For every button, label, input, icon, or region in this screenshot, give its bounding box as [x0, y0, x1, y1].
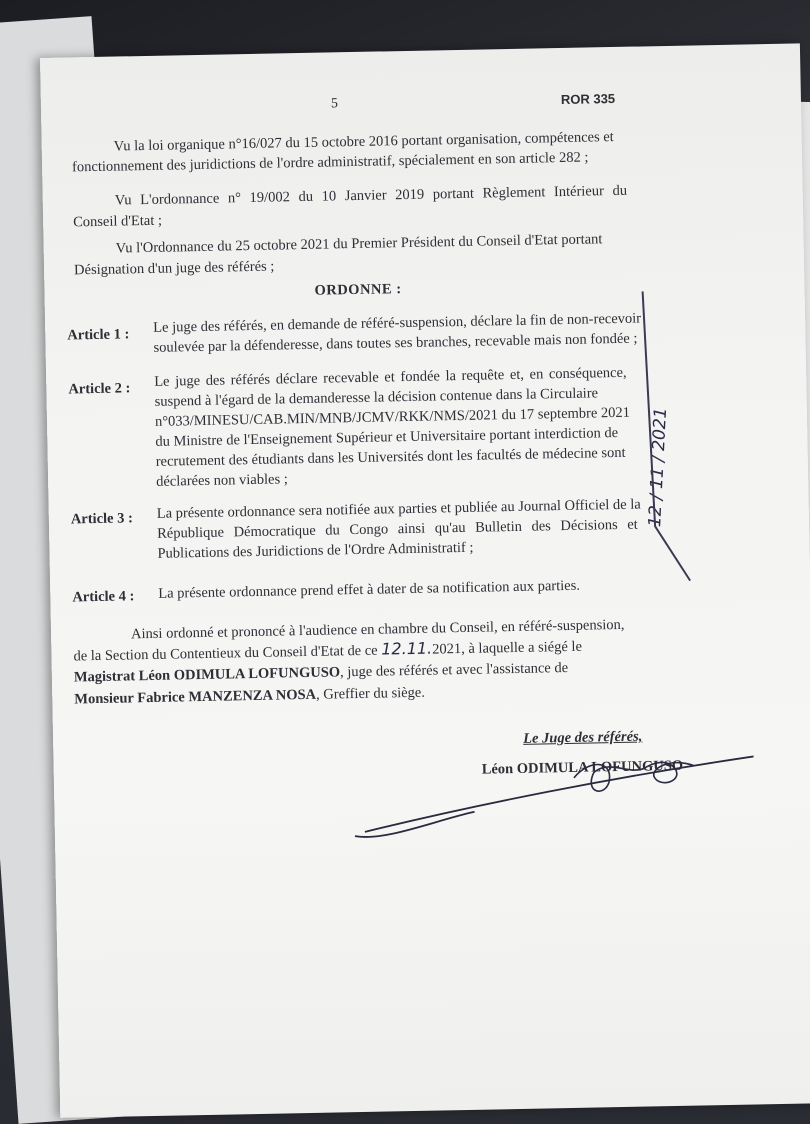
margin-date-annotation: 12 / 11 / 2021 — [645, 407, 672, 528]
article-3-line-1: La présente ordonnance sera notifiée aux parties et publiée au Journal Officiel de la — [156, 496, 641, 522]
preamble-1-line-1: Vu la loi organique n°16/027 du 15 octobre 2016 portant organisation, compétences et — [113, 129, 614, 155]
article-3-line-3: Publications des Juridictions de l'Ordre Administratif ; — [157, 539, 474, 562]
preamble-2-line-1: Vu L'ordonnance n° 19/002 du 10 Janvier 2019 portant Règlement Intérieur du — [114, 182, 628, 209]
page-number: 5 — [330, 96, 339, 112]
article-2-label: Article 2 : — [68, 380, 131, 398]
closing-line-1: Ainsi ordonné et prononcé à l'audience en chambre du Conseil, en référé-suspension, — [130, 616, 625, 643]
closing-line-2-start: de la Section du Contentieux du Conseil d'Etat de ce — [73, 642, 378, 665]
ordonne-heading: ORDONNE : — [314, 281, 402, 299]
signature-stroke — [354, 756, 755, 837]
article-2-line-6: déclarées non viables ; — [156, 471, 288, 490]
article-4-label: Article 4 : — [72, 588, 135, 606]
closing-line-2-end: 2021, à laquelle a siégé le — [432, 638, 583, 658]
article-2-line-5: recrutement des étudiants dans les Universités dont les facultés de médecine sont — [155, 444, 626, 470]
magistrate-name: Magistrat Léon ODIMULA LOFUNGUSO — [73, 664, 341, 686]
document-page — [40, 43, 810, 1117]
article-2-line-4: du Ministre de l'Enseignement Supérieur et Universitaire portant interdiction de — [155, 424, 619, 450]
ink-marks — [40, 43, 810, 1057]
article-1-label: Article 1 : — [67, 326, 130, 344]
preamble-3-line-1: Vu l'Ordonnance du 25 octobre 2021 du Premier Président du Conseil d'Etat portant — [115, 231, 603, 257]
article-3-line-2: République Démocratique du Congo ainsi qu'au Bulletin des Décisions et — [157, 516, 638, 542]
article-1-line-1: Le juge des référés, en demande de référé-suspension, déclare la fin de non-recevoir — [153, 310, 642, 336]
closing-line-4-end: , Greffier du siège. — [315, 684, 426, 703]
article-1-line-2: soulevée par la défenderesse, dans toutes ses branches, recevable mais non fondée ; — [153, 330, 638, 356]
signature-name: Léon ODIMULA LOFUNGUSO — [481, 757, 684, 778]
clerk-name: Monsieur Fabrice MANZENZA NOSA — [74, 686, 317, 708]
signature-title: Le Juge des référés, — [523, 728, 643, 747]
preamble-3-line-2: Désignation d'un juge des référés ; — [73, 258, 275, 279]
article-4-line-1: La présente ordonnance prend effet à dater de sa notification aux parties. — [158, 577, 581, 602]
signature-scribble — [574, 762, 695, 792]
closing-line-3-end: , juge des référés et avec l'assistance de — [339, 659, 569, 681]
article-2-line-1: Le juge des référés déclare recevable et fondée la requête et, en conséquence, — [154, 364, 627, 390]
preamble-2-line-2: Conseil d'Etat ; — [73, 212, 163, 231]
article-2-line-3: n°033/MINESU/CAB.MIN/MNB/JCMV/RKK/NMS/2021 du 17 septembre 2021 — [154, 404, 631, 430]
article-2-line-2: suspend à l'égard de la demanderesse la décision contenue dans la Circulaire — [154, 385, 599, 410]
margin-bracket-line — [643, 291, 691, 582]
article-3-label: Article 3 : — [70, 510, 134, 528]
preamble-1-line-2: fonctionnement des juridictions de l'ordre administratif, spécialement en son article 282 ; — [71, 149, 589, 176]
handwritten-date: 12.11. — [381, 638, 433, 659]
case-reference: ROR 335 — [560, 90, 616, 108]
